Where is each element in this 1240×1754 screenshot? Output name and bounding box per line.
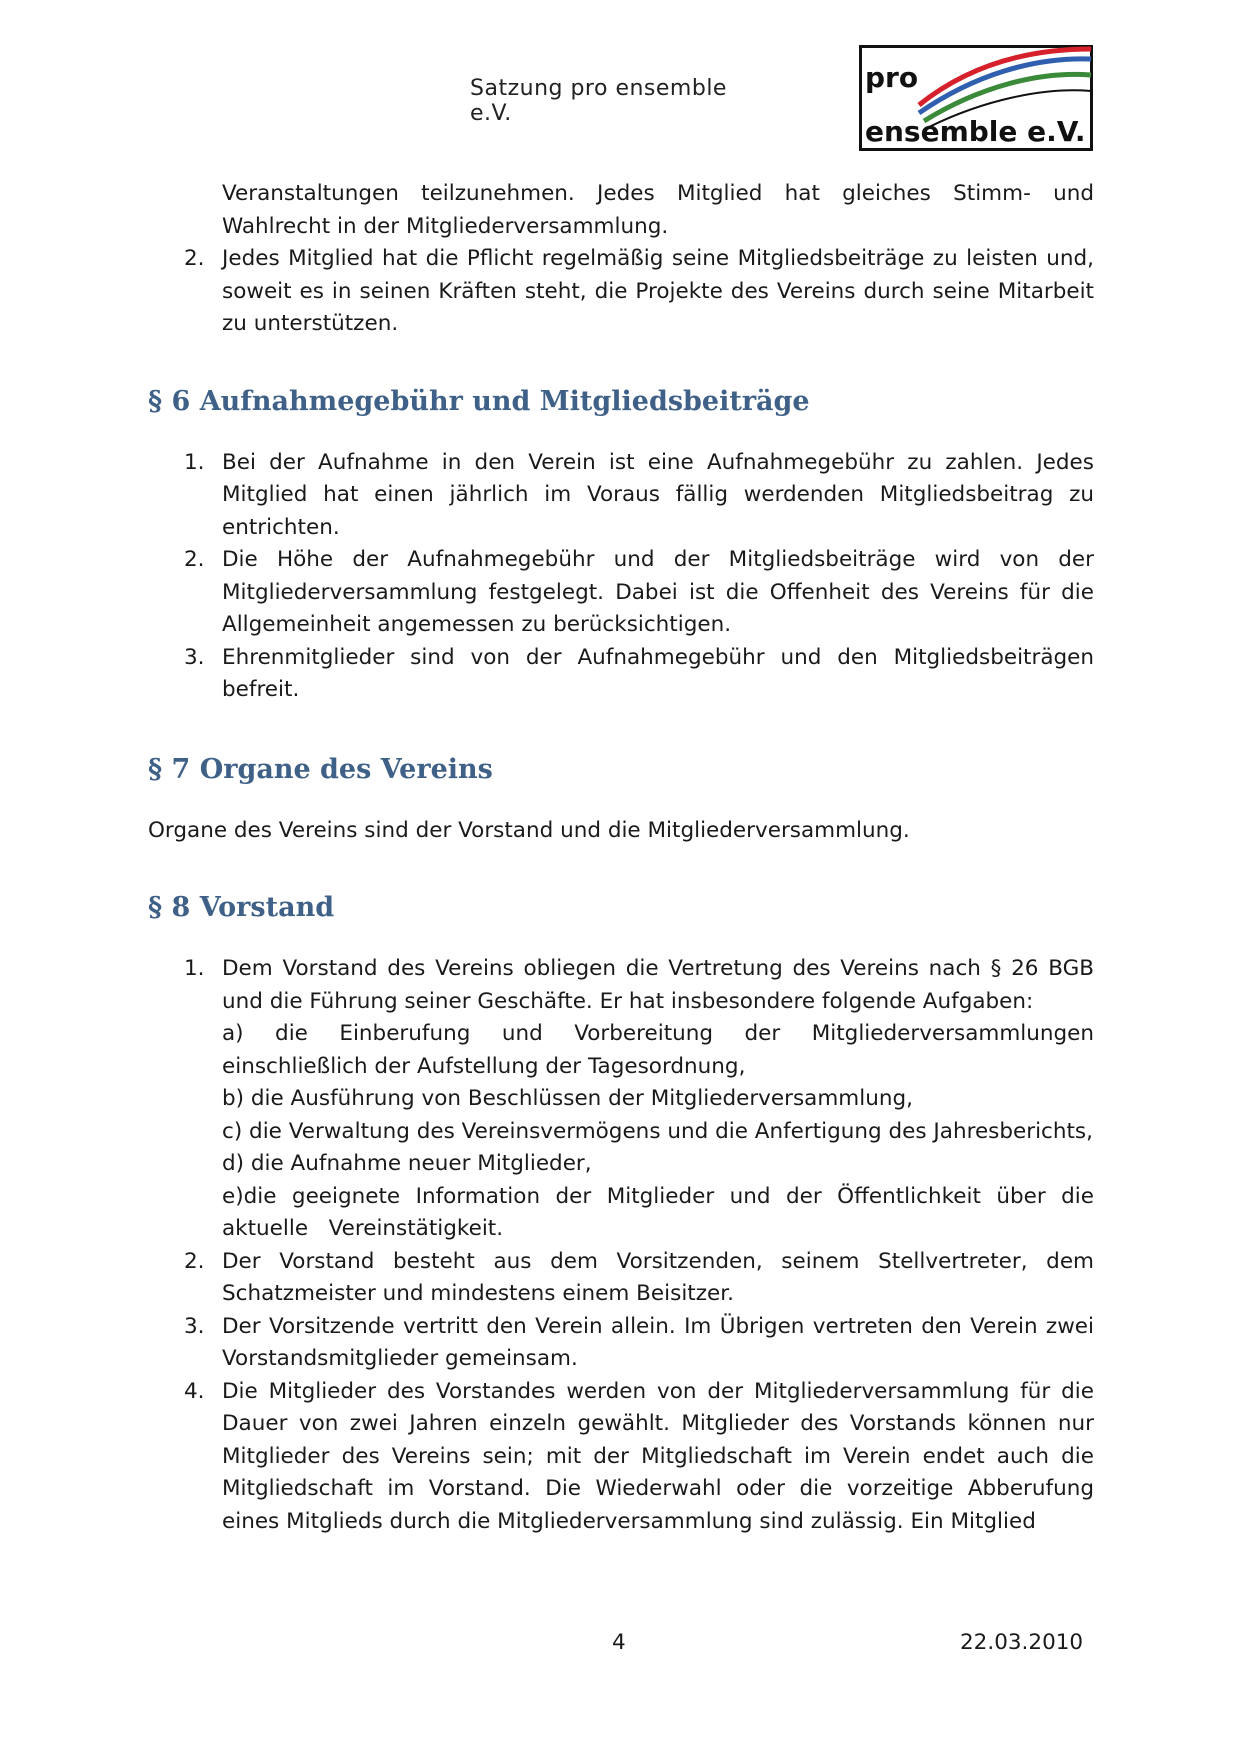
item-text: Die Höhe der Aufnahmegebühr und der Mitgliedsbeiträge wird von der Mitgliederversammlung festgelegt. Dabei ist die Offenheit des Vereins für die Allgemeinheit angemessen zu berücksichtigen. <box>222 547 1094 637</box>
list-item <box>148 243 1094 341</box>
section-8-heading: § 8 Vorstand <box>148 892 335 923</box>
section-7-heading: § 7 Organe des Vereins <box>148 753 493 785</box>
subitem-a: a) die Einberufung und Vorbereitung der Mitgliederversammlungen einschließlich der Aufstellung der Tagesordnung, <box>222 1021 1094 1079</box>
logo-line2: ensemble e.V. <box>865 115 1086 148</box>
item-number: 2. <box>184 1248 205 1274</box>
header-title: Satzung pro ensemble e.V. <box>470 76 727 126</box>
intro-continuation-block <box>148 178 1094 243</box>
intro-list <box>148 243 1094 341</box>
item-text: Ehrenmitglieder sind von der Aufnahmegebühr und den Mitgliedsbeiträgen befreit. <box>222 644 1094 702</box>
item-text <box>222 953 1101 1246</box>
item-number: 3. <box>184 644 205 670</box>
document-body <box>148 178 1101 1538</box>
item-number: 3. <box>184 1313 205 1339</box>
list-item <box>148 953 1101 1246</box>
item-number: 2. <box>184 547 205 572</box>
section-6-list <box>148 447 1094 707</box>
item-number: 4. <box>184 1378 205 1404</box>
intro-continuation: Veranstaltungen teilzunehmen. Jedes Mitglied hat gleiches Stimm- und Wahlrecht in der Mitgliederversammlung. <box>222 181 1094 239</box>
list-item <box>148 642 1094 707</box>
section-6-heading: § 6 Aufnahmegebühr und Mitgliedsbeiträge <box>148 385 810 417</box>
footer-date: 22.03.2010 <box>960 1630 1084 1655</box>
item-text: Die Mitglieder des Vorstandes werden von der Mitgliederversammlung für die Dauer von zwei Jahren einzeln gewählt. Mitglieder des Vorstands können nur Mitglieder des Vereins sein; mit der Mitgliedschaft im Verein endet auch die Mitgliedschaft im Vorstand. Die Wiederwahl oder die vorzeitige Abberufung eines Mitglieds durch die Mitgliederversammlung sind zulässig. Ein Mitglied <box>222 1378 1094 1534</box>
item-number: 1. <box>184 956 205 981</box>
list-item <box>148 544 1094 642</box>
page-number: 4 <box>612 1630 626 1655</box>
item-text: Jedes Mitglied hat die Pflicht regelmäßig seine Mitgliedsbeiträge zu leisten und, soweit es in seinen Kräften steht, die Projekte des Vereins durch seine Mitarbeit zu unterstützen. <box>222 246 1094 336</box>
item-text: Der Vorstand besteht aus dem Vorsitzenden, seinem Stellvertreter, dem Schatzmeister und mindestens einem Beisitzer. <box>222 1248 1094 1306</box>
list-item <box>148 1376 1094 1539</box>
item-intro: Dem Vorstand des Vereins obliegen die Vertretung des Vereins nach § 26 BGB und die Führung seiner Geschäfte. Er hat insbesondere folgende Aufgaben: <box>222 956 1094 1014</box>
item-number: 2. <box>184 246 205 271</box>
section-8-list <box>148 953 1101 1538</box>
subitem-c: c) die Verwaltung des Vereinsvermögens und die Anfertigung des Jahresberichts, <box>222 1118 1093 1144</box>
item-text: Bei der Aufnahme in den Verein ist eine Aufnahmegebühr zu zahlen. Jedes Mitglied hat einen jährlich im Voraus fällig werdenden Mitgliedsbeitrag zu entrichten. <box>222 449 1094 540</box>
list-item <box>148 447 1094 545</box>
logo-line1: pro <box>865 61 919 94</box>
subitem-e: e)die geeignete Information der Mitglieder und der Öffentlichkeit über die aktuelle Vereinstätigkeit. <box>222 1183 1101 1241</box>
item-number: 1. <box>184 449 205 475</box>
list-item <box>148 1246 1094 1311</box>
pro-ensemble-logo <box>859 45 1093 151</box>
subitem-b: b) die Ausführung von Beschlüssen der Mitgliederversammlung, <box>222 1086 913 1111</box>
item-text: Der Vorsitzende vertritt den Verein allein. Im Übrigen vertreten den Verein zwei Vorstandsmitglieder gemeinsam. <box>222 1313 1094 1371</box>
list-item <box>148 1311 1094 1376</box>
section-7-text: Organe des Vereins sind der Vorstand und die Mitgliederversammlung. <box>148 817 910 843</box>
subitem-d: d) die Aufnahme neuer Mitglieder, <box>222 1151 592 1176</box>
